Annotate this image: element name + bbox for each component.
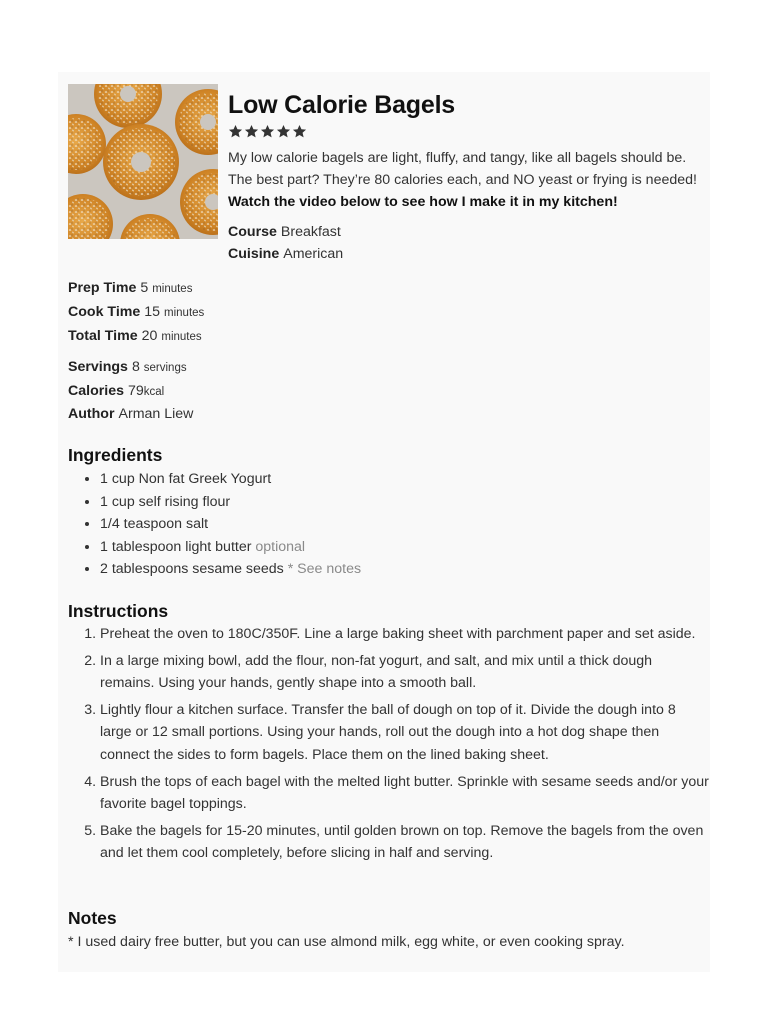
recipe-times	[68, 277, 204, 349]
cuisine-value[interactable]: American	[283, 246, 344, 262]
instruction-step: 4. Brush the tops of each bagel with the melted light butter. Sprinkle with sesame seeds and/or your favorite bagel toppings.	[100, 771, 710, 816]
ingredient-text: 1 cup self rising flour	[100, 493, 231, 510]
prep-time-row	[68, 277, 204, 301]
ingredient-item	[100, 513, 700, 536]
instructions-list	[68, 623, 710, 869]
calories-unit: kcal	[143, 385, 165, 398]
total-time-unit: minutes	[161, 331, 202, 343]
author-row	[68, 403, 193, 426]
star-icon	[292, 124, 307, 139]
star-icon	[276, 124, 291, 139]
course-value[interactable]: Breakfast	[280, 224, 341, 240]
recipe-meta	[68, 356, 193, 426]
calories-label: Calories	[68, 382, 124, 399]
rating-stars[interactable]	[228, 124, 700, 144]
notes-heading: Notes	[68, 908, 117, 928]
prep-time-unit: minutes	[152, 283, 193, 295]
star-icon	[260, 124, 275, 139]
course-row	[228, 221, 700, 243]
ingredients-list	[68, 468, 700, 581]
cuisine-label: Cuisine	[228, 246, 280, 262]
servings-unit: servings	[143, 362, 187, 374]
calories-value: 79	[128, 382, 144, 399]
instructions-heading: Instructions	[68, 601, 169, 621]
recipe-photo	[68, 84, 218, 239]
ingredient-text: 2 tablespoons sesame seeds	[100, 561, 288, 578]
ingredient-item	[100, 536, 700, 559]
instruction-step: 2. In a large mixing bowl, add the flour, non-fat yogurt, and salt, and mix until a thick dough remains. Using your hands, gently shape into a smooth ball.	[100, 650, 710, 695]
calories-row	[68, 380, 193, 404]
instruction-step: 5. Bake the bagels for 15-20 minutes, until golden brown on top. Remove the bagels from the oven and let them cool completely, before slicing in half and serving.	[100, 820, 710, 865]
author-value: Arman Liew	[118, 406, 194, 422]
recipe-summary	[228, 147, 700, 213]
prep-time-value: 5	[140, 280, 149, 296]
ingredient-text: 1 tablespoon light butter	[100, 538, 256, 555]
summary-video-callout: Watch the video below to see how I make it in my kitchen!	[228, 194, 618, 210]
recipe-header	[228, 88, 700, 265]
total-time-row	[68, 325, 204, 349]
instruction-step: 1. Preheat the oven to 180C/350F. Line a large baking sheet with parchment paper and set aside.	[100, 623, 710, 646]
cook-time-row	[68, 301, 204, 325]
author-label: Author	[68, 406, 115, 422]
ingredient-text: 1/4 teaspoon salt	[100, 516, 209, 533]
total-time-label: Total Time	[68, 328, 138, 344]
recipe-card	[58, 72, 710, 972]
ingredient-note: * See notes	[287, 561, 362, 578]
ingredient-item	[100, 558, 700, 581]
course-label: Course	[228, 224, 277, 240]
servings-row	[68, 356, 193, 380]
servings-value[interactable]: 8	[131, 359, 140, 375]
prep-time-label: Prep Time	[68, 280, 137, 296]
summary-text: My low calorie bagels are light, fluffy, and tangy, like all bagels should be. The best part? They’re 80 calories each, and NO yeast or frying is needed!	[228, 150, 697, 188]
recipe-title: Low Calorie Bagels	[228, 91, 456, 119]
cook-time-value: 15	[144, 304, 161, 320]
star-icon	[228, 124, 243, 139]
instruction-step: 3. Lightly flour a kitchen surface. Transfer the ball of dough on top of it. Divide the dough into 8 large or 12 small portions. Using your hands, roll out the dough into a hot dog shape then connect the sides to form bagels. Place them on the lined baking sheet.	[100, 699, 710, 767]
ingredient-text: 1 cup Non fat Greek Yogurt	[100, 471, 272, 487]
ingredient-item	[100, 468, 700, 491]
cuisine-row	[228, 243, 700, 265]
total-time-value: 20	[141, 328, 158, 344]
servings-label: Servings	[68, 359, 128, 375]
recipe-tags	[228, 221, 700, 265]
ingredient-item	[100, 491, 700, 514]
cook-time-label: Cook Time	[68, 304, 141, 320]
ingredient-note: optional	[255, 538, 306, 555]
notes-text: * I used dairy free butter, but you can use almond milk, egg white, or even cooking spray.	[68, 934, 625, 950]
star-icon	[244, 124, 259, 139]
cook-time-unit: minutes	[164, 307, 205, 319]
ingredients-heading: Ingredients	[68, 445, 163, 465]
